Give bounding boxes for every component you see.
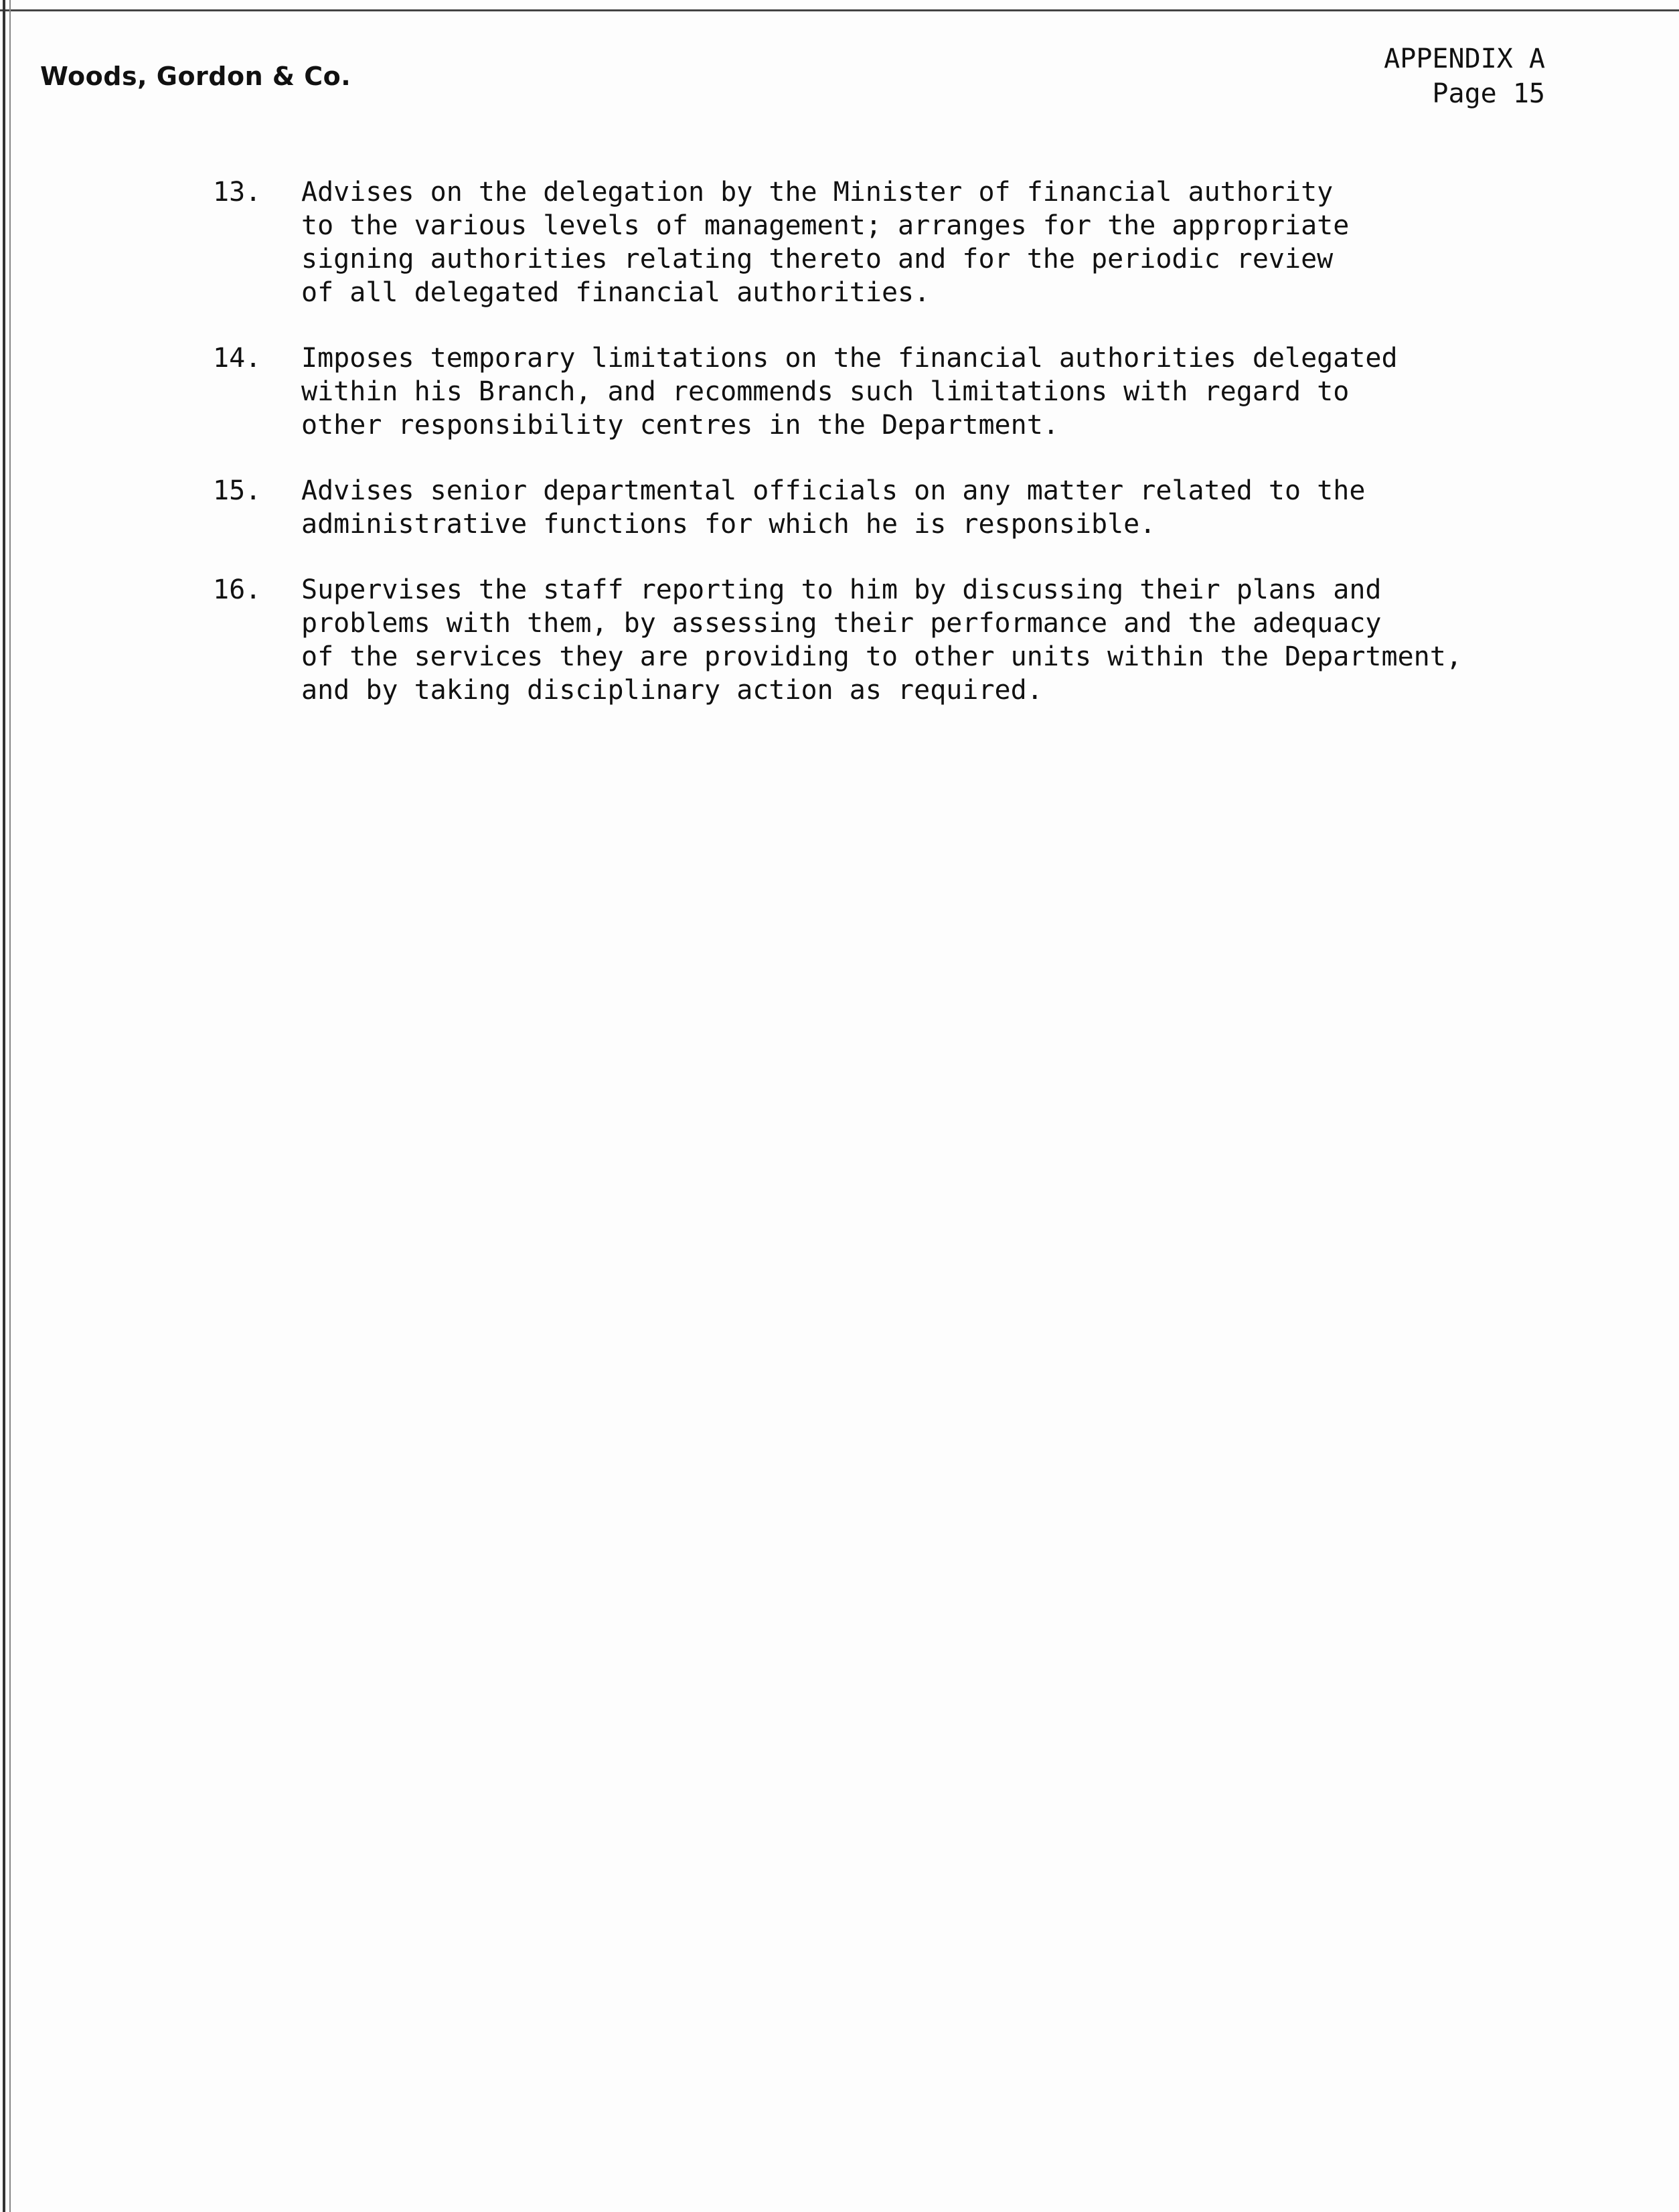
left-border-line — [3, 0, 5, 2212]
numbered-list — [213, 175, 1552, 739]
item-body — [301, 474, 1365, 541]
item-line: Supervises the staff reporting to him by discussing their plans and — [301, 574, 1382, 605]
item-line: of all delegated financial authorities. — [301, 277, 931, 308]
item-number: 16. — [213, 574, 262, 605]
item-line: Advises on the delegation by the Minister of financial authority — [301, 177, 1334, 208]
item-number: 14. — [213, 343, 262, 374]
list-item — [213, 341, 1552, 442]
appendix-label: APPENDIX A — [1384, 44, 1545, 74]
item-line: to the various levels of management; arranges for the appropriate — [301, 210, 1350, 241]
list-item — [213, 175, 1552, 309]
item-number: 15. — [213, 475, 262, 506]
left-border-line-inner — [9, 0, 11, 2212]
item-line: Imposes temporary limitations on the financial authorities delegated — [301, 343, 1398, 374]
item-line: and by taking disciplinary action as required. — [301, 675, 1043, 706]
item-line: within his Branch, and recommends such limitations with regard to — [301, 376, 1350, 407]
page-number: Page 15 — [1432, 78, 1545, 109]
item-line: problems with them, by assessing their performance and the adequacy — [301, 608, 1382, 639]
item-line: signing authorities relating thereto and for the periodic review — [301, 244, 1334, 274]
item-line: of the services they are providing to other units within the Department, — [301, 641, 1462, 672]
item-body — [301, 175, 1349, 309]
item-body — [301, 341, 1398, 442]
item-number: 13. — [213, 177, 262, 208]
top-border-line — [0, 9, 1679, 11]
firm-name: Woods, Gordon & Co. — [40, 62, 351, 91]
item-body — [301, 573, 1462, 707]
list-item — [213, 573, 1552, 707]
appendix-header — [1384, 42, 1545, 111]
list-item — [213, 474, 1552, 541]
item-line: administrative functions for which he is responsible. — [301, 509, 1156, 540]
item-line: Advises senior departmental officials on any matter related to the — [301, 475, 1366, 506]
item-line: other responsibility centres in the Department. — [301, 410, 1059, 441]
